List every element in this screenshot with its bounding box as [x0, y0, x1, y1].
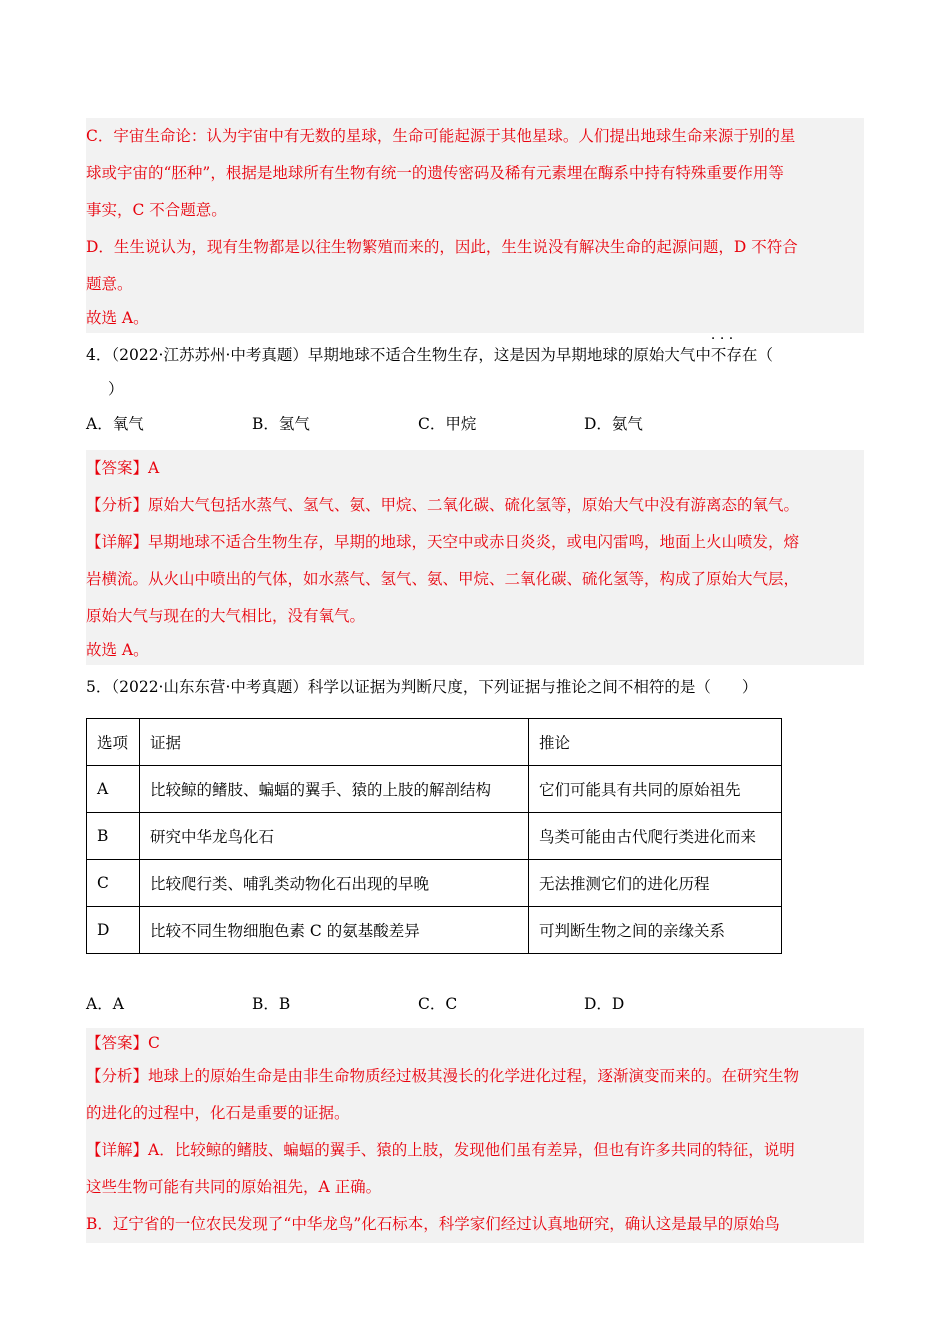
- q4-stem-paren: （: [757, 346, 773, 364]
- table-row: [87, 860, 782, 907]
- table-cell: 比较鲸的鳍肢、蝙蝠的翼手、猿的上肢的解剖结构: [140, 766, 529, 813]
- q5-analysis-line-2: 的进化的过程中，化石是重要的证据。: [86, 1104, 350, 1122]
- q4-option-d: D．氨气: [584, 415, 643, 433]
- q5-options: [86, 984, 864, 1024]
- q3-c-line-1: C．宇宙生命论：认为宇宙中有无数的星球，生命可能起源于其他星球。人们提出地球生命来源于别的星: [86, 127, 796, 145]
- table-row: [87, 907, 782, 954]
- q4-options: [86, 404, 864, 444]
- table-cell: 可判断生物之间的亲缘关系: [529, 907, 782, 954]
- q5-explanation-block: [86, 1028, 864, 1243]
- q5-table: [86, 718, 782, 954]
- q4-stem-line-2: ）: [108, 380, 124, 398]
- q4-answer: 【答案】A: [86, 459, 160, 477]
- q4-explanation-block: [86, 450, 864, 665]
- q4-option-b: B．氢气: [252, 415, 310, 433]
- q3-c-line-2: 球或宇宙的“胚种”，根据是地球所有生物有统一的遗传密码及稀有元素埋在酶系中持有特殊重要作用等: [86, 164, 784, 182]
- table-header-cell: 证据: [140, 719, 529, 766]
- document-page: [86, 118, 864, 1243]
- q4-stem-emphasis: · · 不存在: [711, 337, 758, 374]
- q3-d-line-2: 题意。: [86, 275, 133, 293]
- q4-stem: [86, 337, 864, 374]
- table-cell: 比较爬行类、哺乳类动物化石出现的早晚: [140, 860, 529, 907]
- table-row: [87, 813, 782, 860]
- q5-option-b: B．B: [252, 995, 291, 1013]
- table-cell: A: [87, 766, 140, 813]
- table-cell: 鸟类可能由古代爬行类进化而来: [529, 813, 782, 860]
- q4-detail-line-2: 岩横流。从火山中喷出的气体，如水蒸气、氢气、氨、甲烷、二氧化碳、硫化氢等，构成了原始大气层，: [86, 570, 800, 588]
- q3-explanation-block: [86, 118, 864, 333]
- q5-option-a: A．A: [86, 995, 124, 1013]
- q5-option-c: C．C: [418, 995, 458, 1013]
- q5-analysis-line-1: 【分析】地球上的原始生命是由非生命物质经过极其漫长的化学进化过程，逐渐演变而来的。在研究生物: [86, 1067, 800, 1085]
- q4-option-c: C．甲烷: [418, 415, 477, 433]
- q5-stem: 5．（2022·山东东营·中考真题）科学以证据为判断尺度，下列证据与推论之间不相符的是（ ）: [86, 678, 758, 696]
- table-cell: 它们可能具有共同的原始祖先: [529, 766, 782, 813]
- q5-answer: 【答案】C: [86, 1034, 160, 1052]
- q3-d-line-1: D．生生说认为，现有生物都是以往生物繁殖而来的，因此，生生说没有解决生命的起源问题，D 不符合: [86, 238, 798, 256]
- table-header-cell: 选项: [87, 719, 140, 766]
- table-cell: 研究中华龙鸟化石: [140, 813, 529, 860]
- q5-detail-line-3: B．辽宁省的一位农民发现了“中华龙鸟”化石标本，科学家们经过认真地研究，确认这是最早的原始鸟: [86, 1215, 780, 1233]
- q4-option-a: A．氧气: [86, 415, 144, 433]
- q3-c-line-3: 事实，C 不合题意。: [86, 201, 227, 219]
- q5-detail-line-2: 这些生物可能有共同的原始祖先，A 正确。: [86, 1178, 382, 1196]
- table-cell: D: [87, 907, 140, 954]
- table-cell: 比较不同生物细胞色素 C 的氨基酸差异: [140, 907, 529, 954]
- q5-option-d: D．D: [584, 995, 625, 1013]
- table-cell: B: [87, 813, 140, 860]
- q4-detail-line-1: 【详解】早期地球不适合生物生存，早期的地球，天空中或赤日炎炎，或电闪雷鸣，地面上火山喷发，熔: [86, 533, 800, 551]
- q4-conclusion: 故选 A。: [86, 641, 149, 659]
- q4-stem-text: 4．（2022·江苏苏州·中考真题）早期地球不适合生物生存，这是因为早期地球的原始大气中: [86, 346, 711, 364]
- table-cell: C: [87, 860, 140, 907]
- q4-analysis: 【分析】原始大气包括水蒸气、氢气、氨、甲烷、二氧化碳、硫化氢等，原始大气中没有游离态的氧气。: [86, 496, 800, 514]
- q4-detail-line-3: 原始大气与现在的大气相比，没有氧气。: [86, 607, 366, 625]
- table-header-row: [87, 719, 782, 766]
- table-cell: 无法推测它们的进化历程: [529, 860, 782, 907]
- q5-detail-line-1: 【详解】A．比较鲸的鳍肢、蝙蝠的翼手、猿的上肢，发现他们虽有差异，但也有许多共同的特征，说明: [86, 1141, 795, 1159]
- q3-conclusion: 故选 A。: [86, 309, 149, 327]
- table-header-cell: 推论: [529, 719, 782, 766]
- table-row: [87, 766, 782, 813]
